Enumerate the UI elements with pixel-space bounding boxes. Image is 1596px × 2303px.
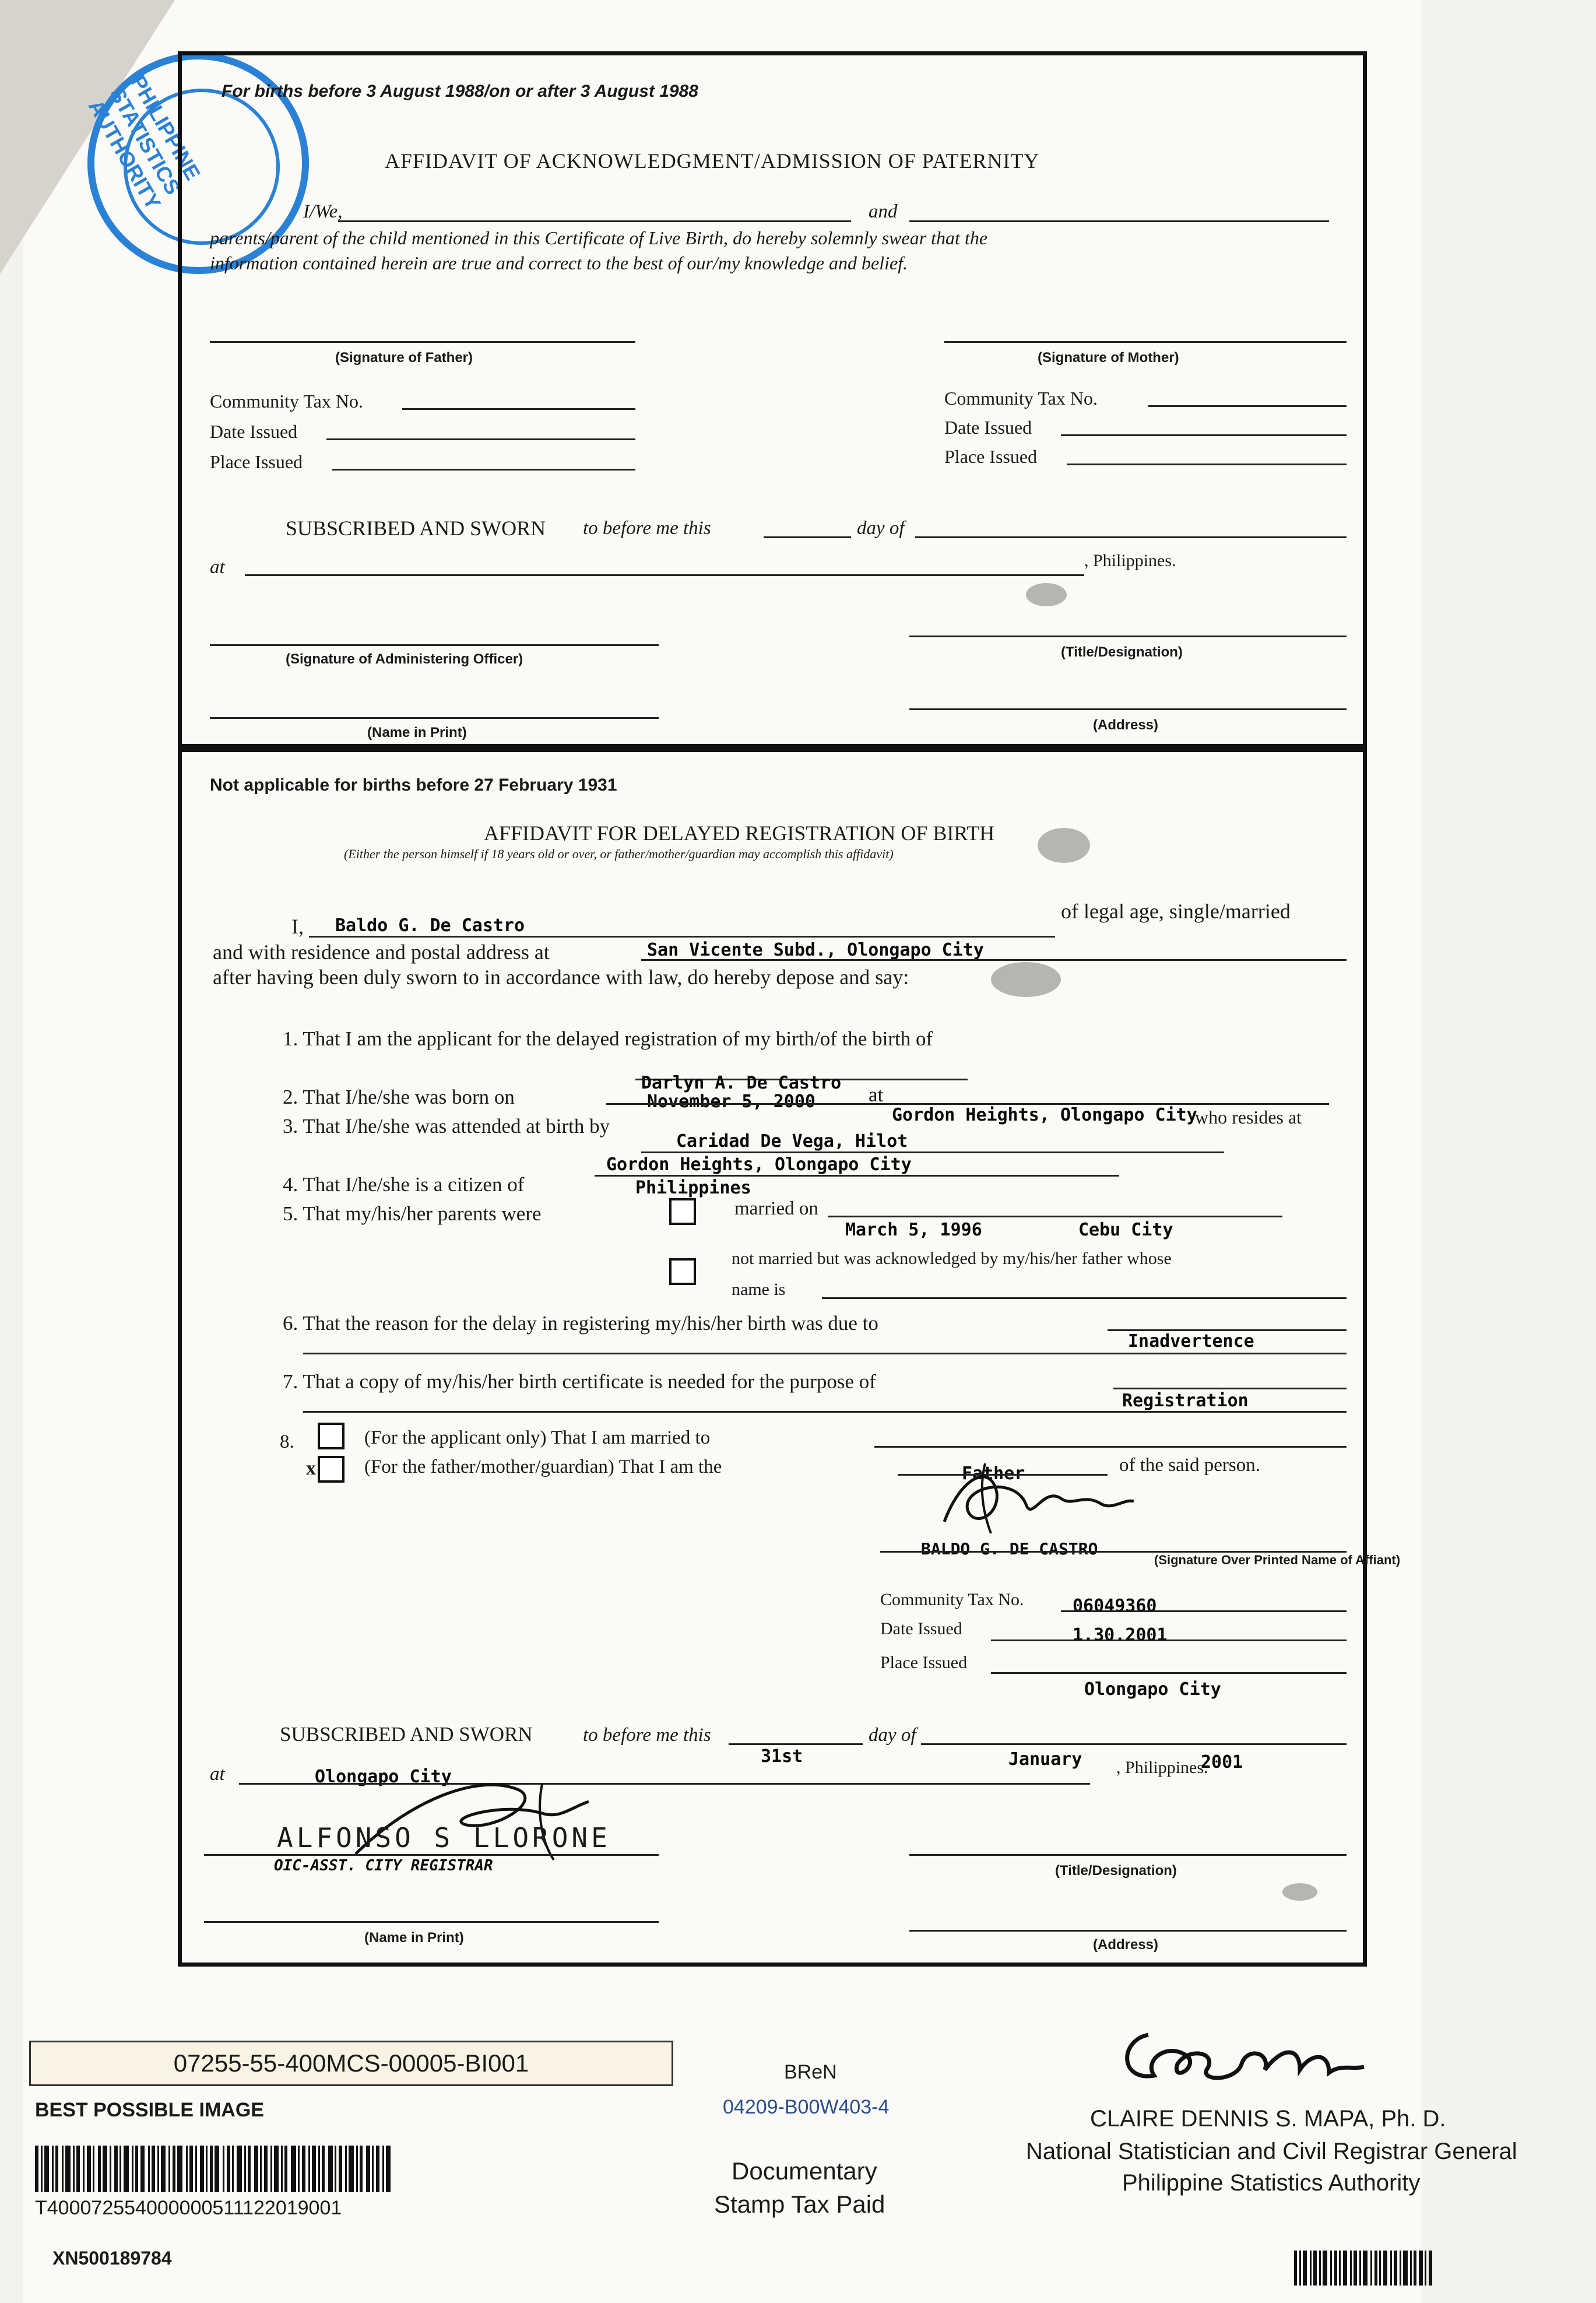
registrar-name: CLAIRE DENNIS S. MAPA, Ph. D. [1090,2106,1446,2132]
at-label-1: at [210,557,225,578]
attendant-name: Caridad De Vega, Hilot [676,1131,908,1152]
at-word: at [869,1083,884,1106]
best-possible-image: BEST POSSIBLE IMAGE [35,2099,264,2121]
bren-label: BReN [784,2061,837,2083]
married-checkbox[interactable] [669,1198,696,1225]
sworn-label-1: SUBSCRIBED AND SWORN [286,517,546,540]
item-2: 2. That I/he/she was born on [283,1086,515,1108]
mother-signature-label: (Signature of Mother) [1038,350,1179,366]
not-married-text: not married but was acknowledged by my/his/her father whose [732,1249,1172,1268]
father-signature-label: (Signature of Father) [335,350,473,366]
we-label: I/We, [303,201,343,222]
sworn-year: 2001 [1201,1752,1243,1772]
item-6: 6. That the reason for the delay in registering my/his/her birth was due to [283,1312,878,1335]
address-2: (Address) [1093,1937,1159,1953]
sworn-rest-2: to before me this [583,1725,711,1746]
affiant-ctc-label: Community Tax No. [880,1590,1024,1609]
affiant-place-label: Place Issued [880,1653,968,1672]
birth-date-note: For births before 3 August 1988/on or after 3 August 1988 [222,82,698,101]
registrar-signature [1108,2006,1370,2099]
marriage-place: Cebu City [1078,1220,1173,1240]
barcode-secondary [1294,2251,1562,2286]
name-is: name is [732,1280,786,1299]
residence-label: and with residence and postal address at [213,940,550,964]
title-designation-2: (Title/Designation) [1055,1863,1177,1879]
affiant-ctc-no: 06049360 [1073,1596,1157,1616]
delayed-title: AFFIDAVIT FOR DELAYED REGISTRATION OF BIRTH [484,822,995,845]
i-label: I, [291,915,304,938]
applicant-only-checkbox[interactable] [318,1423,344,1449]
item-8a: (For the applicant only) That I am married to [364,1427,711,1448]
item-1: 1. That I am the applicant for the delayed registration of my birth/of the birth of [283,1027,933,1050]
item-7: 7. That a copy of my/his/her birth certificate is needed for the purpose of [283,1370,876,1393]
attendant-address: Gordon Heights, Olongapo City [606,1154,912,1175]
affiant-name: BALDO G. DE CASTRO [921,1539,1098,1558]
father-guardian-checkbox[interactable] [318,1456,344,1483]
purpose: Registration [1122,1391,1249,1411]
stamp-tax-line1: Documentary [732,2157,877,2185]
mother-ctc-label: Community Tax No. [944,388,1098,409]
not-married-checkbox[interactable] [669,1258,696,1285]
affiant-label: (Signature Over Printed Name of Affiant) [1154,1553,1401,1567]
bren-number: 04209-B00W403-4 [723,2096,890,2118]
and-label: and [869,201,898,222]
mother-place-label: Place Issued [944,446,1038,467]
sworn-label-2: SUBSCRIBED AND SWORN [280,1723,533,1746]
officer-signature-label: (Signature of Administering Officer) [286,651,523,667]
officer-name: ALFONSO S LLORONE [277,1822,611,1853]
registrar-title: National Statistician and Civil Registrar General [1026,2139,1517,2164]
birth-date: November 5, 2000 [647,1091,815,1112]
sworn-rest-1: to before me this [583,518,711,539]
item-8: 8. [280,1431,294,1452]
sworn-intro: after having been duly sworn to in accordance with law, do hereby depose and say: [213,966,909,989]
paternity-body-1: parents/parent of the child mentioned in this Certificate of Live Birth, do hereby solemnly swear that the [210,227,988,248]
stamp-tax-line2: Stamp Tax Paid [714,2190,885,2218]
married-on: married on [734,1198,818,1219]
residence-value: San Vicente Subd., Olongapo City [647,940,984,960]
seal-text: PHILIPPINE STATISTICS AUTHORITY [83,71,206,214]
child-name: Darlyn A. De Castro [641,1073,842,1093]
birth-place: Gordon Heights, Olongapo City [892,1105,1197,1125]
sworn-place: Olongapo City [315,1767,452,1787]
delay-reason: Inadvertence [1128,1331,1254,1351]
father-date-label: Date Issued [210,421,298,442]
name-in-print-2: (Name in Print) [364,1930,464,1946]
affiant-signature [927,1452,1137,1539]
affiant-place-issued: Olongapo City [1084,1679,1221,1700]
sworn-day: 31st [761,1746,803,1767]
address-1: (Address) [1093,717,1159,733]
philippines-1: , Philippines. [1084,551,1176,570]
affiant-date-label: Date Issued [880,1619,962,1638]
item-4: 4. That I/he/she is a citizen of [283,1173,525,1196]
legal-age-text: of legal age, single/married [1061,900,1291,923]
father-place-label: Place Issued [210,451,303,472]
philippines-2: , Philippines. [1116,1758,1208,1777]
relation: Father [962,1463,1025,1484]
sworn-month: January [1008,1749,1082,1770]
mother-date-label: Date Issued [944,417,1032,438]
day-of-2: day of [869,1725,916,1746]
day-of-1: day of [857,518,905,539]
item-3: 3. That I/he/she was attended at birth by [283,1115,610,1138]
checkmark-x: x [306,1458,316,1479]
item-5: 5. That my/his/her parents were [283,1202,542,1225]
applicant-name: Baldo G. De Castro [335,915,525,936]
marriage-date: March 5, 1996 [845,1220,982,1240]
affiant-date-issued: 1.30.2001 [1073,1625,1168,1645]
name-in-print-1: (Name in Print) [367,725,467,740]
not-applicable-note: Not applicable for births before 27 February 1931 [210,775,617,795]
serial-number: XN500189784 [52,2248,172,2269]
said-person: of the said person. [1119,1455,1260,1476]
paternity-body-2: information contained herein are true and correct to the best of our/my knowledge and belief. [210,252,908,273]
who-resides: who resides at [1195,1107,1302,1128]
item-8b: (For the father/mother/guardian) That I am the [364,1456,722,1477]
control-number: 07255-55-400MCS-00005-BI001 [29,2041,673,2086]
officer-title: OIC-ASST. CITY REGISTRAR [274,1857,493,1874]
title-designation-1: (Title/Designation) [1061,644,1183,660]
citizenship: Philippines [635,1178,751,1198]
delayed-subtitle: (Either the person himself if 18 years old or over, or father/mother/guardian may accomplish this affidavit) [344,847,894,861]
at-label-2: at [210,1764,225,1785]
father-ctc-label: Community Tax No. [210,391,363,412]
agency-name: Philippine Statistics Authority [1122,2170,1421,2196]
barcode-text: T400072554000000511122019001 [35,2197,342,2219]
paternity-title: AFFIDAVIT OF ACKNOWLEDGMENT/ADMISSION OF PATERNITY [385,149,1040,173]
barcode-primary [35,2146,624,2192]
